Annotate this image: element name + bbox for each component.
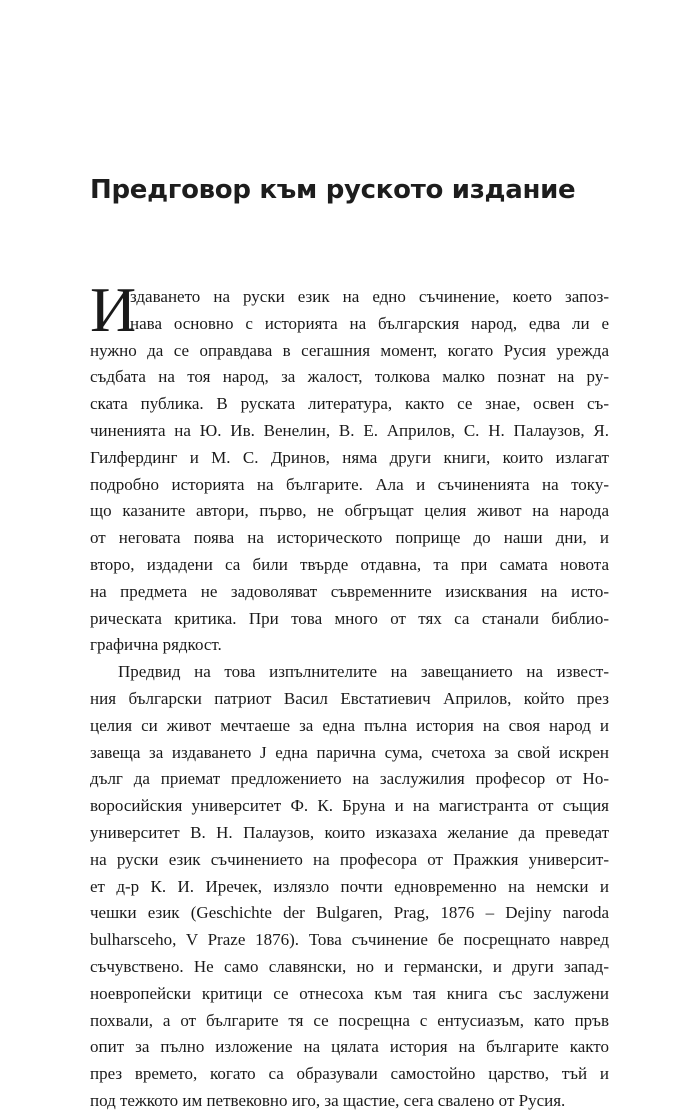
- text-line: ния български патриот Васил Евстатиевич Априлов, който през: [90, 688, 609, 708]
- text-line: воросийския университет Ф. К. Бруна и на магистранта от същия: [90, 796, 609, 816]
- paragraph-1: [90, 284, 609, 659]
- text-line: на руски език съчинението на професора от Пражкия университ-: [90, 849, 609, 869]
- text-line: рическата критика. При това много от тях са станали библио-: [90, 608, 609, 628]
- body-text: [90, 274, 609, 1115]
- text-line: похвали, а от българите тя се посрещна с ентусиазъм, като пръв: [90, 1010, 609, 1030]
- text-line: здаването на руски език на едно съчинение, което запоз-: [130, 287, 609, 306]
- text-line: bulharsceho, V Praze 1876). Това съчинение бе посрещнато навред: [90, 930, 609, 950]
- text-line: що казаните автори, първо, не обгръщат целия живот на народа: [90, 501, 609, 521]
- text-line: целия си живот мечтаеше за една пълна история на своя народ и: [90, 715, 609, 735]
- drop-cap: И: [90, 274, 137, 345]
- text-line: съдбата на тоя народ, за жалост, толкова малко познат на ру-: [90, 367, 609, 387]
- page-title: Предговор към руското издание: [90, 175, 576, 205]
- text-line: ноевропейски критици се отнесоха към тая книга със заслужени: [90, 983, 609, 1003]
- text-line: завеща за издаването Ј една парична сума, счетоха за свой искрен: [90, 742, 609, 762]
- text-line: чиненията на Ю. Ив. Венелин, В. Е. Априлов, С. Н. Палаузов, Я.: [90, 420, 609, 440]
- text-line: през времето, когато са образували самостойно царство, тъй и: [90, 1064, 609, 1084]
- text-line: второ, издадени са били твърде отдавна, та при самата новота: [90, 554, 609, 574]
- text-line: графична рядкост.: [90, 635, 222, 655]
- text-line: Предвид на това изпълнителите на завещанието на извест-: [118, 662, 609, 682]
- text-line: дълг да приемат предложението на заслужилия професор от Но-: [90, 769, 609, 789]
- text-line: чешки език (Geschichte der Bulgaren, Prag, 1876 – Dejiny naroda: [90, 903, 609, 923]
- text-line: от неговата поява на историческото поприще до наши дни, и: [90, 528, 609, 548]
- text-line: нава основно с историята на българския народ, едва ли е: [130, 313, 609, 333]
- text-line: нужно да се оправдава в сегашния момент, когато Русия урежда: [90, 340, 609, 360]
- text-line: на предмета не задоволяват съвременните изисквания на исто-: [90, 581, 609, 601]
- text-line: Гилфердинг и М. С. Дринов, няма други книги, които излагат: [90, 447, 609, 467]
- text-line: ската публика. В руската литература, както се знае, освен съ-: [90, 394, 609, 414]
- text-line: ет д-р К. И. Иречек, излязло почти едновременно на немски и: [90, 876, 609, 896]
- text-line: под тежкото им петвековно иго, за щастие, сега свалено от Русия.: [90, 1090, 566, 1110]
- paragraph-2: [90, 659, 609, 1115]
- text-line: опит за пълно изложение на цялата история на българите както: [90, 1037, 609, 1057]
- text-line: съчувствено. Не само славянски, но и германски, и други запад-: [90, 956, 609, 976]
- text-line: университет В. Н. Палаузов, които изказаха желание да преведат: [90, 822, 609, 842]
- text-line: подробно историята на българите. Ала и съчиненията на току-: [90, 474, 609, 494]
